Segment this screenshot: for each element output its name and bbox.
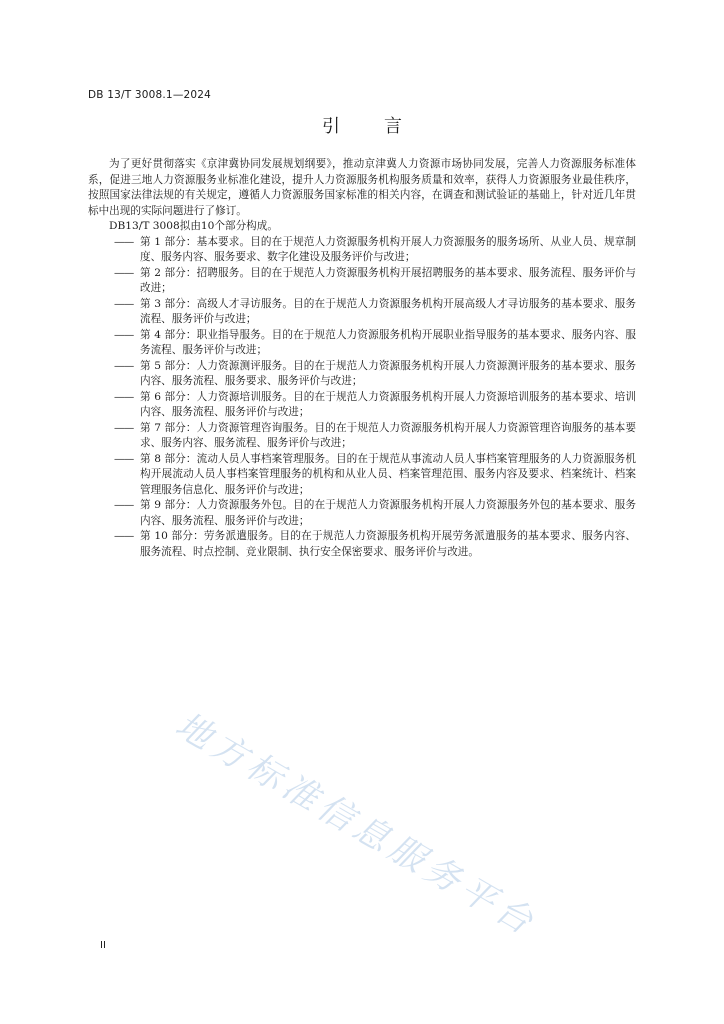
part-text: 第 5 部分：人力资源测评服务。目的在于规范人力资源服务机构开展人力资源测评服务的基本要求、服务内容、服务流程、服务要求、服务评价与改进；	[140, 359, 636, 387]
structure-note: DB13/T 3008拟由10个部分构成。	[109, 220, 278, 232]
dash-marker: ——	[114, 421, 134, 434]
document-body	[88, 157, 636, 560]
dash-marker: ——	[114, 266, 134, 279]
parts-list	[88, 235, 636, 561]
part-text: 第 6 部分：人力资源培训服务。目的在于规范人力资源服务机构开展人力资源培训服务的基本要求、培训内容、服务流程、服务评价与改进；	[140, 390, 636, 418]
dash-marker: ——	[114, 499, 134, 511]
list-item	[88, 421, 636, 452]
page-title: 引言	[322, 116, 446, 137]
intro-paragraph: 为了更好贯彻落实《京津冀协同发展规划纲要》，推动京津冀人力资源市场协同发展，完善人力资源服务标准体系，促进三地人力资源服务业标准化建设，提升人力资源服务机构服务质量和效率，获得人力资源服务业最佳秩序，按照国家法律法规的有关规定，遵循人力资源服务国家标准的相关内容，在调查和测试验证的基础上，针对近几年贯标中出现的实际问题进行了修订。	[88, 158, 636, 217]
list-item	[88, 529, 636, 560]
part-text: 第 7 部分：人力资源管理咨询服务。目的在于规范人力资源服务机构开展人力资源管理咨询服务的基本要求、服务内容、服务流程、服务评价与改进；	[140, 421, 636, 449]
list-item	[88, 266, 636, 297]
part-text: 第 2 部分：招聘服务。目的在于规范人力资源服务机构开展招聘服务的基本要求、服务流程、服务评价与改进；	[140, 266, 636, 294]
list-item	[88, 390, 636, 421]
watermark-text: 地方标准信息服务平台	[168, 705, 544, 945]
part-text: 第 10 部分：劳务派遣服务。目的在于规范人力资源服务机构开展劳务派遣服务的基本要求、服务内容、服务流程、时点控制、竞业限制、执行安全保密要求、服务评价与改进。	[140, 530, 636, 558]
list-item	[88, 297, 636, 328]
part-text: 第 3 部分：高级人才寻访服务。目的在于规范人力资源服务机构开展高级人才寻访服务的基本要求、服务流程、服务评价与改进；	[140, 297, 636, 325]
list-item	[88, 328, 636, 359]
dash-marker: ——	[114, 390, 134, 403]
list-item	[88, 235, 636, 266]
dash-marker: ——	[114, 530, 134, 542]
dash-marker: ——	[114, 452, 134, 465]
list-item	[88, 452, 636, 499]
part-text: 第 8 部分：流动人员人事档案管理服务。目的在于规范从事流动人员人事档案管理服务的人力资源服务机构开展流动人员人事档案管理服务的机构和从业人员、档案管理范围、服务内容及要求、档案统计、档案管理服务信息化、服务评价与改进；	[140, 452, 636, 496]
page-number: II	[100, 940, 106, 951]
dash-marker: ——	[114, 235, 134, 248]
document-code: DB 13/T 3008.1—2024	[88, 89, 212, 101]
part-text: 第 9 部分：人力资源服务外包。目的在于规范人力资源服务机构开展人力资源服务外包的基本要求、服务内容、服务流程、服务评价与改进；	[140, 499, 636, 527]
dash-marker: ——	[114, 359, 134, 372]
list-item	[88, 359, 636, 390]
dash-marker: ——	[114, 328, 134, 341]
dash-marker: ——	[114, 297, 134, 310]
part-text: 第 4 部分：职业指导服务。目的在于规范人力资源服务机构开展职业指导服务的基本要求、服务内容、服务流程、服务评价与改进；	[140, 328, 636, 356]
list-item	[88, 498, 636, 529]
part-text: 第 1 部分：基本要求。目的在于规范人力资源服务机构开展人力资源服务的服务场所、从业人员、规章制度、服务内容、服务要求、数字化建设及服务评价与改进；	[140, 235, 636, 263]
